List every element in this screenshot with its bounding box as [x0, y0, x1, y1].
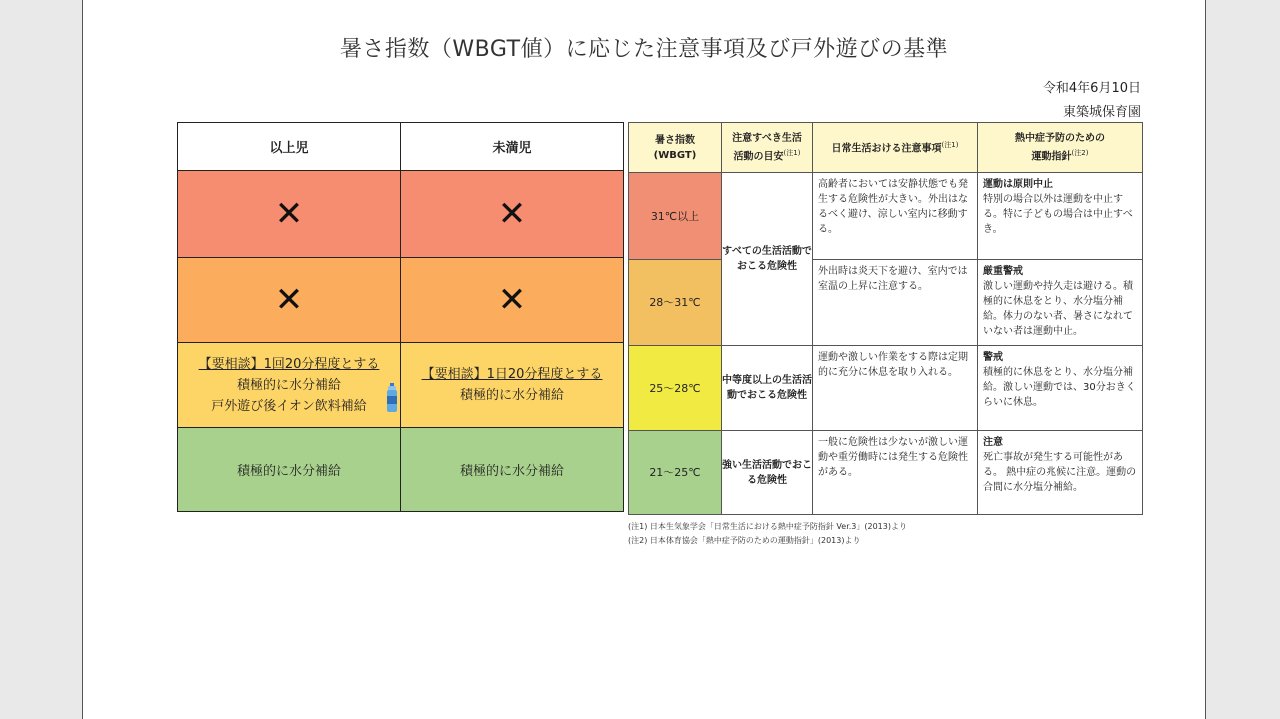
activity-level: 中等度以上の生活活動でおこる危険性: [722, 346, 813, 431]
cross-icon: ✕: [274, 280, 304, 320]
header-daily-notes: 日常生活おける注意事項$^{(注1)}$: [813, 123, 978, 173]
table-row: [178, 171, 624, 258]
cross-icon: ✕: [497, 194, 527, 234]
daily-note: 外出時は炎天下を避け、室内では室温の上昇に注意する。: [813, 260, 978, 346]
wbgt-value: 28～31℃: [629, 260, 722, 346]
table-row: [178, 258, 624, 343]
document-date: 令和4年6月10日: [1042, 81, 1141, 96]
wbgt-value: 21～25℃: [629, 431, 722, 515]
wbgt-value: 31℃以上: [629, 173, 722, 260]
cross-icon: ✕: [274, 194, 304, 234]
hydration-text: 積極的に水分補給: [459, 388, 564, 403]
table-row: [178, 343, 624, 428]
daily-note: 一般に危険性は少ないが激しい運動や重労働時には発生する危険性がある。: [813, 431, 978, 515]
header-exercise-guide: 熱中症予防のための 運動指針$^{(注2)}$: [978, 123, 1143, 173]
header-wbgt: 暑さ指数 (WBGT): [629, 123, 722, 173]
cell-younger-31: [401, 171, 624, 258]
cell-younger-28: [401, 258, 624, 343]
footnotes: [628, 520, 907, 548]
cell-older-25: [178, 343, 401, 428]
footnote-2: (注2) 日本体育協会「熱中症予防のための運動指針」(2013)より: [628, 536, 861, 545]
page-title: 暑さ指数（WBGT値）に応じた注意事項及び戸外遊びの基準: [339, 37, 949, 62]
exercise-guide: 運動は原則中止 特別の場合以外は運動を中止する。特に子どもの場合は中止すべき。: [978, 173, 1143, 260]
header-younger-children: 未満児: [401, 123, 624, 171]
activity-level: すべての生活活動でおこる危険性: [722, 173, 813, 346]
exercise-guide: 警戒 積極的に休息をとり、水分塩分補給。激しい運動では、30分おきくらいに休息。: [978, 346, 1143, 431]
activity-level: 強い生活活動でおこる危険性: [722, 431, 813, 515]
cell-older-28: [178, 258, 401, 343]
wbgt-value: 25～28℃: [629, 346, 722, 431]
cell-older-21: 積極的に水分補給: [178, 428, 401, 512]
organization-name: 東築城保育園: [1062, 105, 1141, 120]
table-row: [629, 346, 1143, 431]
footnote-1: (注1) 日本生気象学会「日常生活における熱中症予防指針 Ver.3」(2013)より: [628, 522, 907, 531]
consult-text: 【要相談】1回20分程度とする: [198, 356, 380, 372]
daily-note: 高齢者においては安静状態でも発生する危険性が大きい。外出はなるべく避け、涼しい室内に移動する。: [813, 173, 978, 260]
exercise-guide: 注意 死亡事故が発生する可能性がある。 熱中症の兆候に注意。運動の合間に水分塩分補給。: [978, 431, 1143, 515]
play-rules-table: [177, 122, 624, 512]
daily-note: 運動や激しい作業をする際は定期的に充分に休息を取り入れる。: [813, 346, 978, 431]
table-row: [178, 428, 624, 512]
water-bottle-icon: [386, 383, 398, 413]
header-activity: 注意すべき生活 活動の目安$^{(注1)}$: [722, 123, 813, 173]
document-page: [82, 0, 1206, 719]
table-row: [629, 173, 1143, 260]
cell-younger-21: 積極的に水分補給: [401, 428, 624, 512]
header-older-children: 以上児: [178, 123, 401, 171]
cross-icon: ✕: [497, 280, 527, 320]
cell-younger-25: [401, 343, 624, 428]
cell-older-31: [178, 171, 401, 258]
ion-drink-text: 戸外遊び後イオン飲料補給: [211, 398, 367, 414]
hydration-text: 積極的に水分補給: [236, 377, 341, 393]
exercise-guide: 厳重警戒 激しい運動や持久走は避ける。積極的に休息をとり、水分塩分補給。体力のない者、暑さになれていない者は運動中止。: [978, 260, 1143, 346]
table-row: [629, 431, 1143, 515]
table-row: [629, 260, 1143, 346]
consult-text: 【要相談】1日20分程度とする: [421, 367, 603, 382]
wbgt-reference-table: [628, 122, 1143, 515]
